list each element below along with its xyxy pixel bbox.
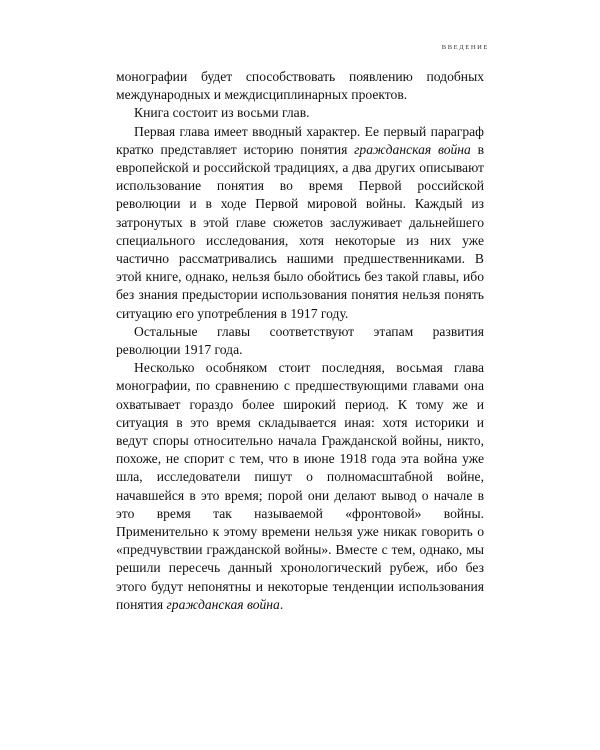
body-text	[116, 68, 484, 614]
paragraph-continuation: монографии будет способствовать появлению подобных международных и междисциплинарных проектов.	[116, 69, 484, 103]
italic-term: гражданская война	[166, 596, 280, 612]
paragraph-first-chapter	[116, 123, 484, 323]
paragraph-eighth-chapter	[116, 359, 484, 614]
paragraph-other-chapters: Остальные главы соответствуют этапам развития революции 1917 года.	[116, 323, 484, 358]
paragraph-text: .	[279, 596, 284, 612]
paragraph-book-structure: Книга состоит из восьми глав.	[134, 105, 310, 121]
paragraph-text: в европейской и российской традициях, а два других описывают использование понятия во время Первой российской революции и в ходе Первой мировой войны. Каждый из затронутых в этой главе сюжетов заслуживает дальнейшего специального исследования, хотя некоторые из них уже частично рассматривались нашими предшественниками. В этой книге, однако, нельзя было обойтись без такой главы, ибо без знания предыстории использования понятия нельзя понять ситуацию его употребления в 1917 году.	[116, 141, 484, 321]
paragraph-text: Первая глава имеет вводный характер. Ее первый параграф кратко представляет историю понятия	[116, 123, 484, 157]
italic-term: гражданская война	[354, 141, 471, 157]
paragraph-text: Несколько особняком стоит последняя, восьмая глава монографии, по сравнению с предшествующими главами она охватывает гораздо более широкий период. К тому же и ситуация в это время складывается иная: хотя историки и ведут споры относительно начала Гражданской войны, никто, похоже, не спорит с тем, что в июне 1918 года эта война уже шла, исследователи пишут о полномасштабной войне, начавшейся в это время; порой они делают вывод о начале в это время так называемой «фронтовой» войны. Применительно к этому времени нельзя уже никак говорить о «предчувствии гражданской войны». Вместе с тем, однако, мы решили пересечь данный хронологический рубеж, ибо без этого будут непонятны и некоторые тенденции использования понятия	[116, 360, 484, 612]
running-head: ВВЕДЕНИЕ	[441, 44, 489, 51]
